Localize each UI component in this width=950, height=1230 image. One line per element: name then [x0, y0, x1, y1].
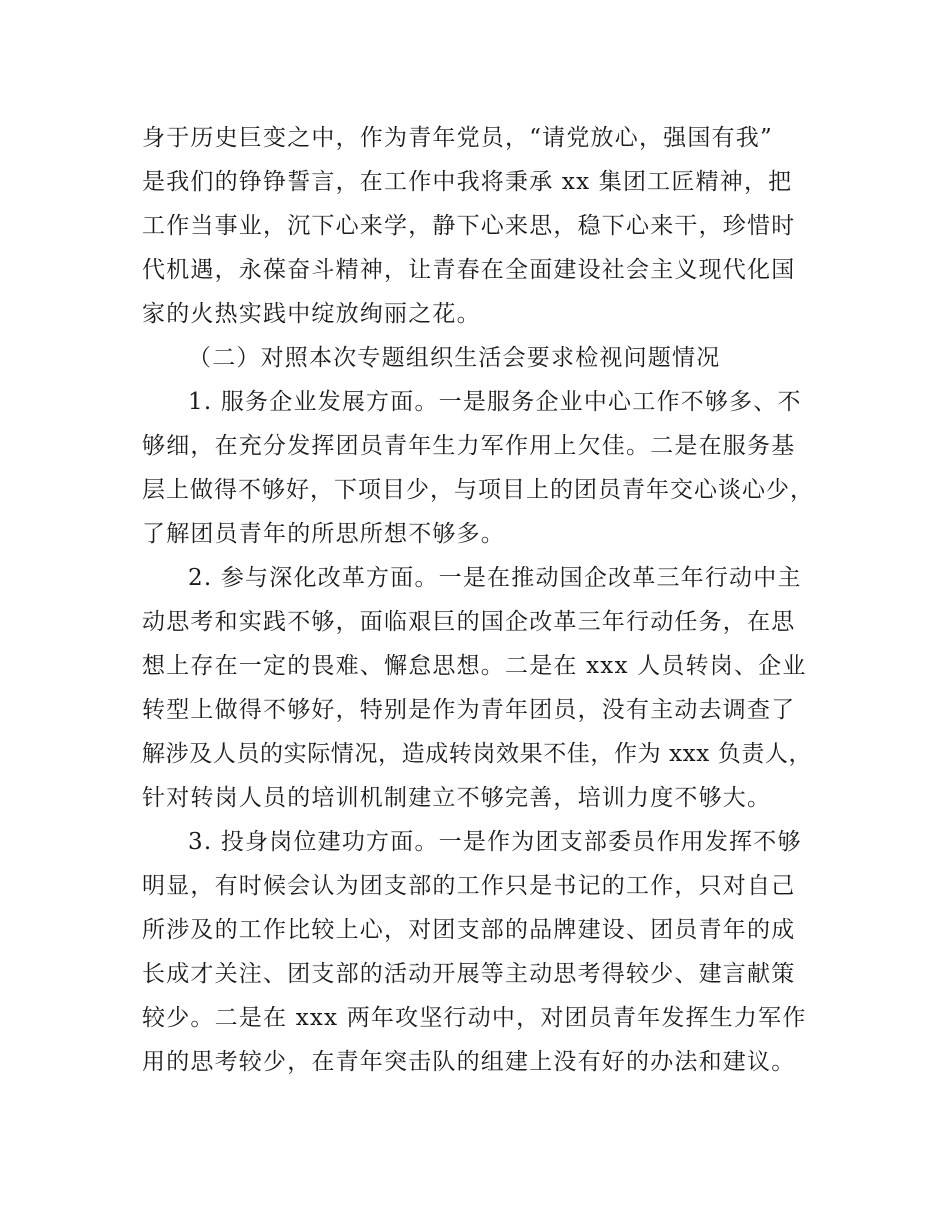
document-body-text: [142, 116, 814, 1084]
text-line: 工作当事业，沉下心来学，静下心来思，稳下心来干，珍惜时: [142, 213, 796, 239]
text-line: 是我们的铮铮誓言，在工作中我将秉承 xx 集团工匠精神，把: [142, 169, 793, 195]
text-line: 明显，有时候会认为团支部的工作只是书记的工作，只对自己: [142, 873, 796, 899]
text-line: 所涉及的工作比较上心，对团支部的品牌建设、团员青年的成: [142, 917, 796, 943]
text-line: 较少。二是在 xxx 两年攻坚行动中，对团员青年发挥生力军作: [142, 1005, 807, 1031]
text-line: 转型上做得不够好，特别是作为青年团员，没有主动去调查了: [142, 697, 796, 723]
text-line: 了解团员青年的所思所想不够多。: [142, 521, 505, 547]
text-line: 2. 参与深化改革方面。一是在推动国企改革三年行动中主: [188, 565, 802, 591]
text-line: 针对转岗人员的培训机制建立不够完善，培训力度不够大。: [142, 785, 772, 811]
text-line: 层上做得不够好，下项目少，与项目上的团员青年交心谈心少，: [142, 477, 814, 503]
text-line: 动思考和实践不够，面临艰巨的国企改革三年行动任务，在思: [142, 609, 796, 635]
text-line: 够细，在充分发挥团员青年生力军作用上欠佳。二是在服务基: [142, 433, 796, 459]
text-line: 家的火热实践中绽放绚丽之花。: [142, 301, 481, 327]
text-line: 长成才关注、团支部的活动开展等主动思考得较少、建言献策: [142, 961, 796, 987]
text-line: 解涉及人员的实际情况，造成转岗效果不佳，作为 xxx 负责人，: [142, 741, 813, 767]
text-line: 身于历史巨变之中，作为青年党员，“请党放心，强国有我”: [142, 125, 773, 151]
text-line: 用的思考较少，在青年突击队的组建上没有好的办法和建议。: [142, 1049, 796, 1075]
text-line: 代机遇，永葆奋斗精神，让青春在全面建设社会主义现代化国: [142, 257, 796, 283]
text-line: 想上存在一定的畏难、懈怠思想。二是在 xxx 人员转岗、企业: [142, 653, 807, 679]
text-line: （二）对照本次专题组织生活会要求检视问题情况: [188, 345, 721, 371]
text-line: 1. 服务企业发展方面。一是服务企业中心工作不够多、不: [188, 389, 802, 415]
text-line: 3. 投身岗位建功方面。一是作为团支部委员作用发挥不够: [188, 829, 802, 855]
